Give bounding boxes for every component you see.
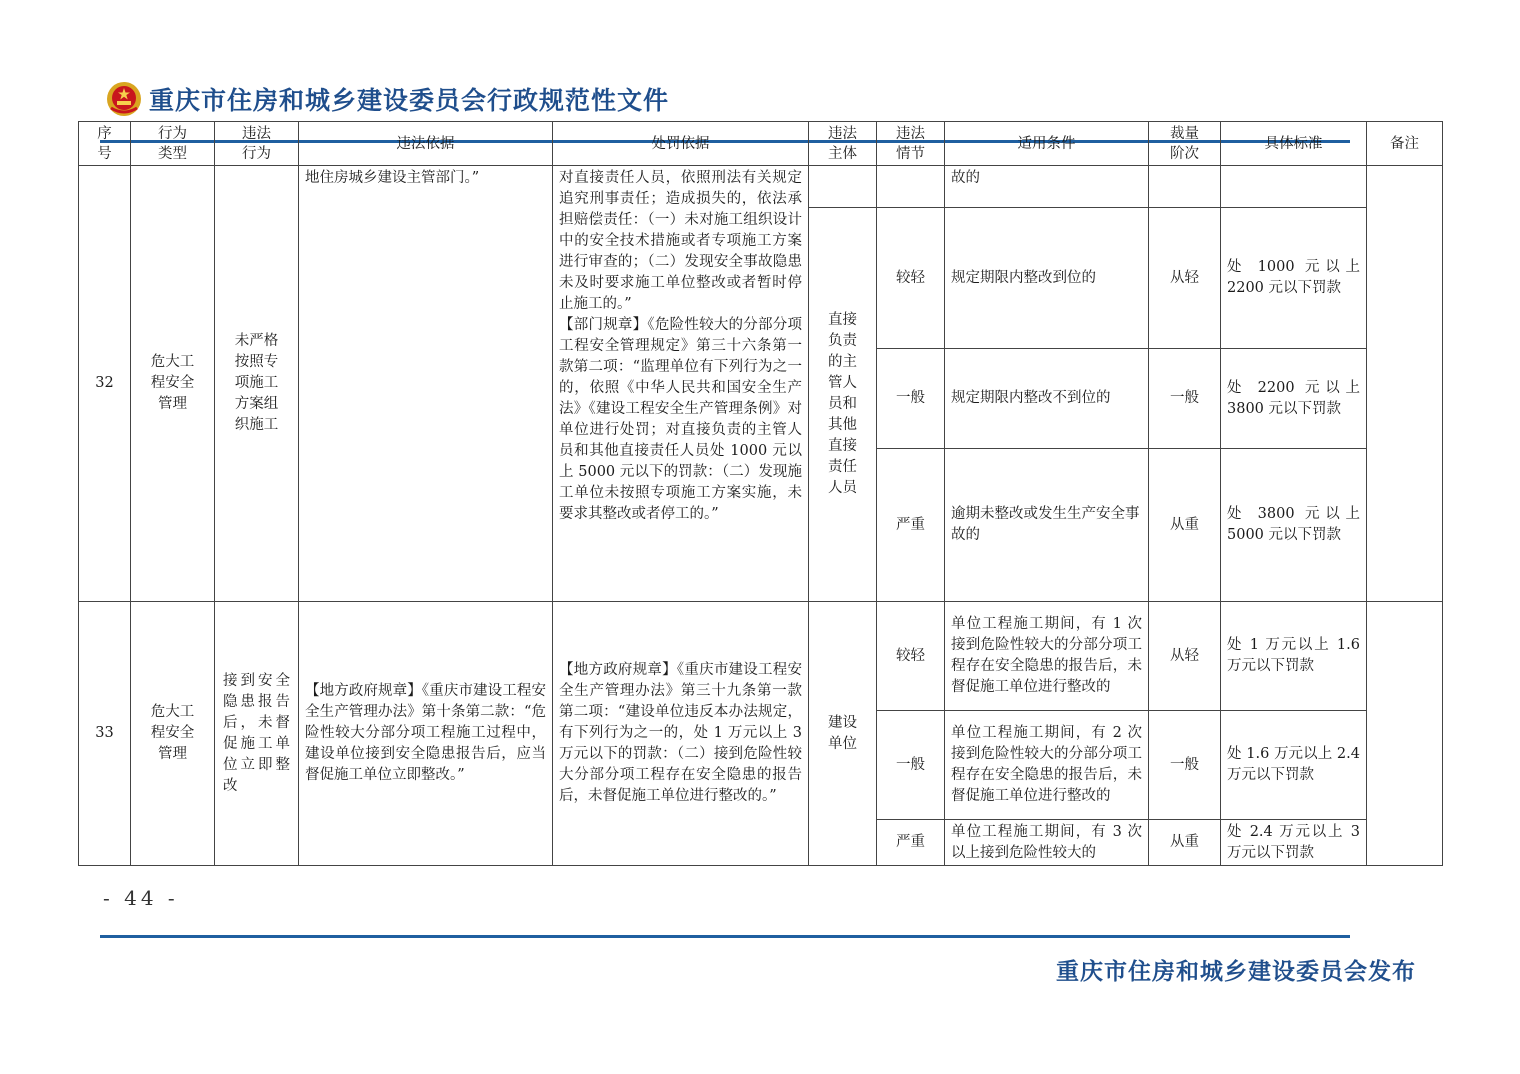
row-32-cont-tier — [1149, 166, 1221, 208]
row-33-plot-3: 严重 — [877, 820, 945, 866]
row-33-plot-1: 较轻 — [877, 602, 945, 711]
row-32-cont-plot — [877, 166, 945, 208]
row-32-cont-standard — [1221, 166, 1367, 208]
row-33-standard-3: 处 2.4 万元以上 3 万元以下罚款 — [1221, 820, 1367, 866]
row-32-standard-2: 处 2200 元以上 3800 元以下罚款 — [1221, 349, 1367, 449]
row-33-standard-1: 处 1 万元以上 1.6 万元以下罚款 — [1221, 602, 1367, 711]
row-32-num: 32 — [79, 166, 131, 602]
row-33-plot-2: 一般 — [877, 711, 945, 820]
table-row-32-cont — [79, 166, 1443, 208]
row-33-standard-2: 处 1.6 万元以上 2.4 万元以下罚款 — [1221, 711, 1367, 820]
row-33-condition-3: 单位工程施工期间，有 3 次以上接到危险性较大的 — [945, 820, 1149, 866]
row-33-remarks — [1367, 602, 1443, 866]
national-emblem-icon — [105, 80, 143, 118]
row-32-tier-1: 从轻 — [1149, 208, 1221, 349]
col-header-act: 违法 行为 — [215, 122, 299, 166]
row-32-standard-3: 处 3800 元以上 5000 元以下罚款 — [1221, 449, 1367, 602]
row-32-tier-2: 一般 — [1149, 349, 1221, 449]
col-header-standard: 具体标准 — [1221, 122, 1367, 166]
page-number: - 44 - — [103, 886, 179, 910]
col-header-condition: 适用条件 — [945, 122, 1149, 166]
row-32-plot-2: 一般 — [877, 349, 945, 449]
row-32-subject: 直接 负责 的主 管人 员和 其他 直接 责任 人员 — [809, 208, 877, 602]
row-32-plot-3: 严重 — [877, 449, 945, 602]
header-title: 重庆市住房和城乡建设委员会行政规范性文件 — [149, 86, 670, 115]
row-33-tier-2: 一般 — [1149, 711, 1221, 820]
col-header-num: 序 号 — [79, 122, 131, 166]
col-header-remarks: 备注 — [1367, 122, 1443, 166]
row-32-condition-3: 逾期未整改或发生生产安全事故的 — [945, 449, 1149, 602]
row-32-condition-2: 规定期限内整改不到位的 — [945, 349, 1149, 449]
row-32-cont-subject — [809, 166, 877, 208]
row-33-num: 33 — [79, 602, 131, 866]
penalty-table — [78, 121, 1443, 866]
col-header-penalty-basis: 处罚依据 — [553, 122, 809, 166]
row-32-standard-1: 处 1000 元以上 2200 元以下罚款 — [1221, 208, 1367, 349]
col-header-legal-basis: 违法依据 — [299, 122, 553, 166]
row-32-plot-1: 较轻 — [877, 208, 945, 349]
row-32-penalty-basis: 对直接责任人员，依照刑法有关规定追究刑事责任；造成损失的，依法承担赔偿责任：（一）未对施工组织设计中的安全技术措施或者专项施工方案进行审查的；（二）发现安全事故隐患未及时要求施工单位整改或者暂时停止施工的。” 【部门规章】《危险性较大的分部分项工程安全管理规定》第三十六条第一款第二项：“监理单位有下列行为之一的，依照《中华人民共和国安全生产法》《建设工程安全生产管理条例》对单位进行处罚；对直接负责的主管人员和其他直接责任人员处 1000 元以上 5000 元以下的罚款：（二）发现施工单位未按照专项施工方案实施，未要求其整改或者停工的。” — [553, 166, 809, 602]
footer-rule — [100, 935, 1350, 938]
row-33-type: 危大工 程安全 管理 — [131, 602, 215, 866]
row-32-remarks — [1367, 166, 1443, 602]
row-32-type: 危大工 程安全 管理 — [131, 166, 215, 602]
publisher-label: 重庆市住房和城乡建设委员会发布 — [1056, 959, 1416, 985]
row-33-tier-1: 从轻 — [1149, 602, 1221, 711]
row-33-penalty-basis: 【地方政府规章】《重庆市建设工程安全生产管理办法》第三十九条第一款第二项：“建设单位违反本办法规定，有下列行为之一的，处 1 万元以上 3 万元以下的罚款：（二）接到危险性较大分部分项工程存在安全隐患的报告后，未督促施工单位进行整改的。” — [553, 602, 809, 866]
document-header — [105, 78, 669, 120]
row-33-act: 接到安全隐患报告后，未督促施工单位立即整改 — [215, 602, 299, 866]
row-32-legal-basis: 地住房城乡建设主管部门。” — [299, 166, 553, 602]
row-33-tier-3: 从重 — [1149, 820, 1221, 866]
row-32-tier-3: 从重 — [1149, 449, 1221, 602]
row-33-condition-1: 单位工程施工期间，有 1 次接到危险性较大的分部分项工程存在安全隐患的报告后，未督促施工单位进行整改的 — [945, 602, 1149, 711]
row-32-act: 未严格 按照专 项施工 方案组 织施工 — [215, 166, 299, 602]
row-33-legal-basis: 【地方政府规章】《重庆市建设工程安全生产管理办法》第十条第二款：“危险性较大分部分项工程施工过程中，建设单位接到安全隐患报告后，应当督促施工单位立即整改。” — [299, 602, 553, 866]
row-33-condition-2: 单位工程施工期间，有 2 次接到危险性较大的分部分项工程存在安全隐患的报告后，未督促施工单位进行整改的 — [945, 711, 1149, 820]
row-32-condition-1: 规定期限内整改到位的 — [945, 208, 1149, 349]
col-header-plot: 违法 情节 — [877, 122, 945, 166]
row-32-cont-condition: 故的 — [945, 166, 1149, 208]
table-row-33-level-1 — [79, 602, 1443, 711]
col-header-tier: 裁量 阶次 — [1149, 122, 1221, 166]
col-header-subject: 违法 主体 — [809, 122, 877, 166]
row-33-subject: 建设 单位 — [809, 602, 877, 866]
col-header-type: 行为 类型 — [131, 122, 215, 166]
table-header-row — [79, 122, 1443, 166]
